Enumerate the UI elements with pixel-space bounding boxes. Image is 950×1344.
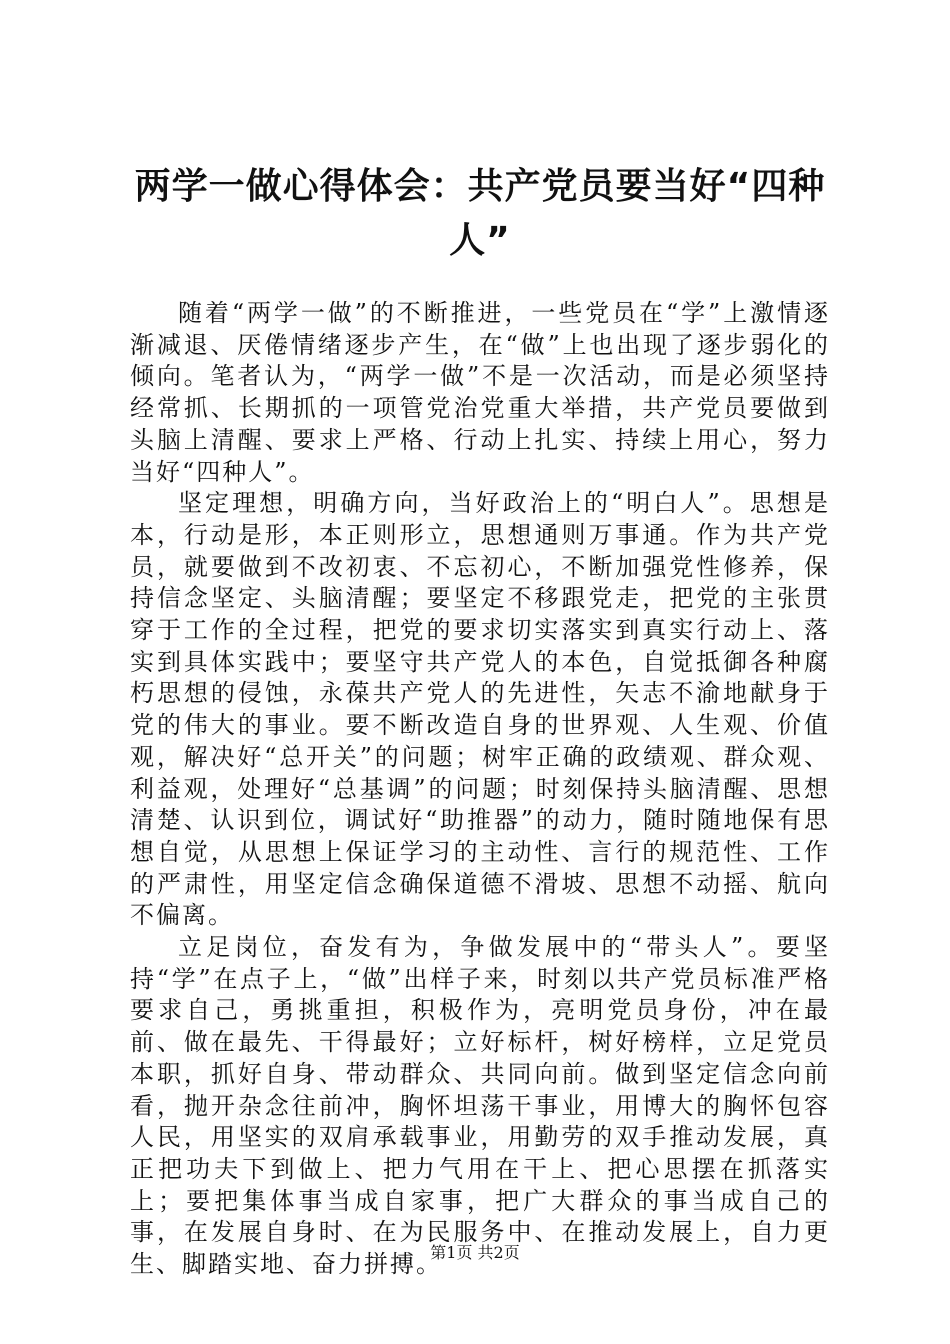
paragraph-intro: 随着“两学一做”的不断推进，一些党员在“学”上激情逐渐减退、厌倦情绪逐步产生，在“做”上也出现了逐步弱化的倾向。笔者认为，“两学一做”不是一次活动，而是必须坚持经常抓、长期抓的一项管党治党重大举措，共产党员要做到头脑上清醒、要求上严格、行动上扎实、持续上用心，努力当好“四种人”。 xyxy=(130,299,830,486)
paragraph-political: 坚定理想，明确方向，当好政治上的“明白人”。思想是本，行动是形，本正则形立，思想通则万事通。作为共产党员，就要做到不改初衷、不忘初心，不断加强党性修养，保持信念坚定、头脑清醒；要坚定不移跟党走，把党的主张贯穿于工作的全过程，把党的要求切实落实到真实行动上、落实到具体实践中；要坚守共产党人的本色，自觉抵御各种腐朽思想的侵蚀，永葆共产党人的先进性，矢志不渝地献身于党的伟大的事业。要不断改造自身的世界观、人生观、价值观，解决好“总开关”的问题；树牢正确的政绩观、群众观、利益观，处理好“总基调”的问题；时刻保持头脑清醒、思想清楚、认识到位，调试好“助推器”的动力，随时随地保有思想自觉，从思想上保证学习的主动性、言行的规范性、工作的严肃性，用坚定信念确保道德不滑坡、思想不动摇、航向不偏离。 xyxy=(130,489,830,930)
document-title: 两学一做心得体会：共产党员要当好“四种人” xyxy=(134,166,826,261)
page-footer: 第1页 共2页 xyxy=(430,1243,520,1262)
document-body xyxy=(130,298,830,1281)
paragraph-leader: 立足岗位，奋发有为，争做发展中的“带头人”。要坚持“学”在点子上，“做”出样子来，时刻以共产党员标准严格要求自己，勇挑重担，积极作为，亮明党员身份，冲在最前、做在最先、干得最好；立好标杆，树好榜样，立足党员本职，抓好自身、带动群众、共同向前。做到坚定信念向前看，抛开杂念往前冲，胸怀坦荡干事业，用博大的胸怀包容人民，用坚实的双肩承载事业，用勤劳的双手推动发展，真正把功夫下到做上、把力气用在干上、把心思摆在抓落实上；要把集体事当成自家事，把广大群众的事当成自己的事，在发展自身时、在为民服务中、在推动发展上，自力更生、脚踏实地、奋力拼搏。 xyxy=(130,933,830,1279)
